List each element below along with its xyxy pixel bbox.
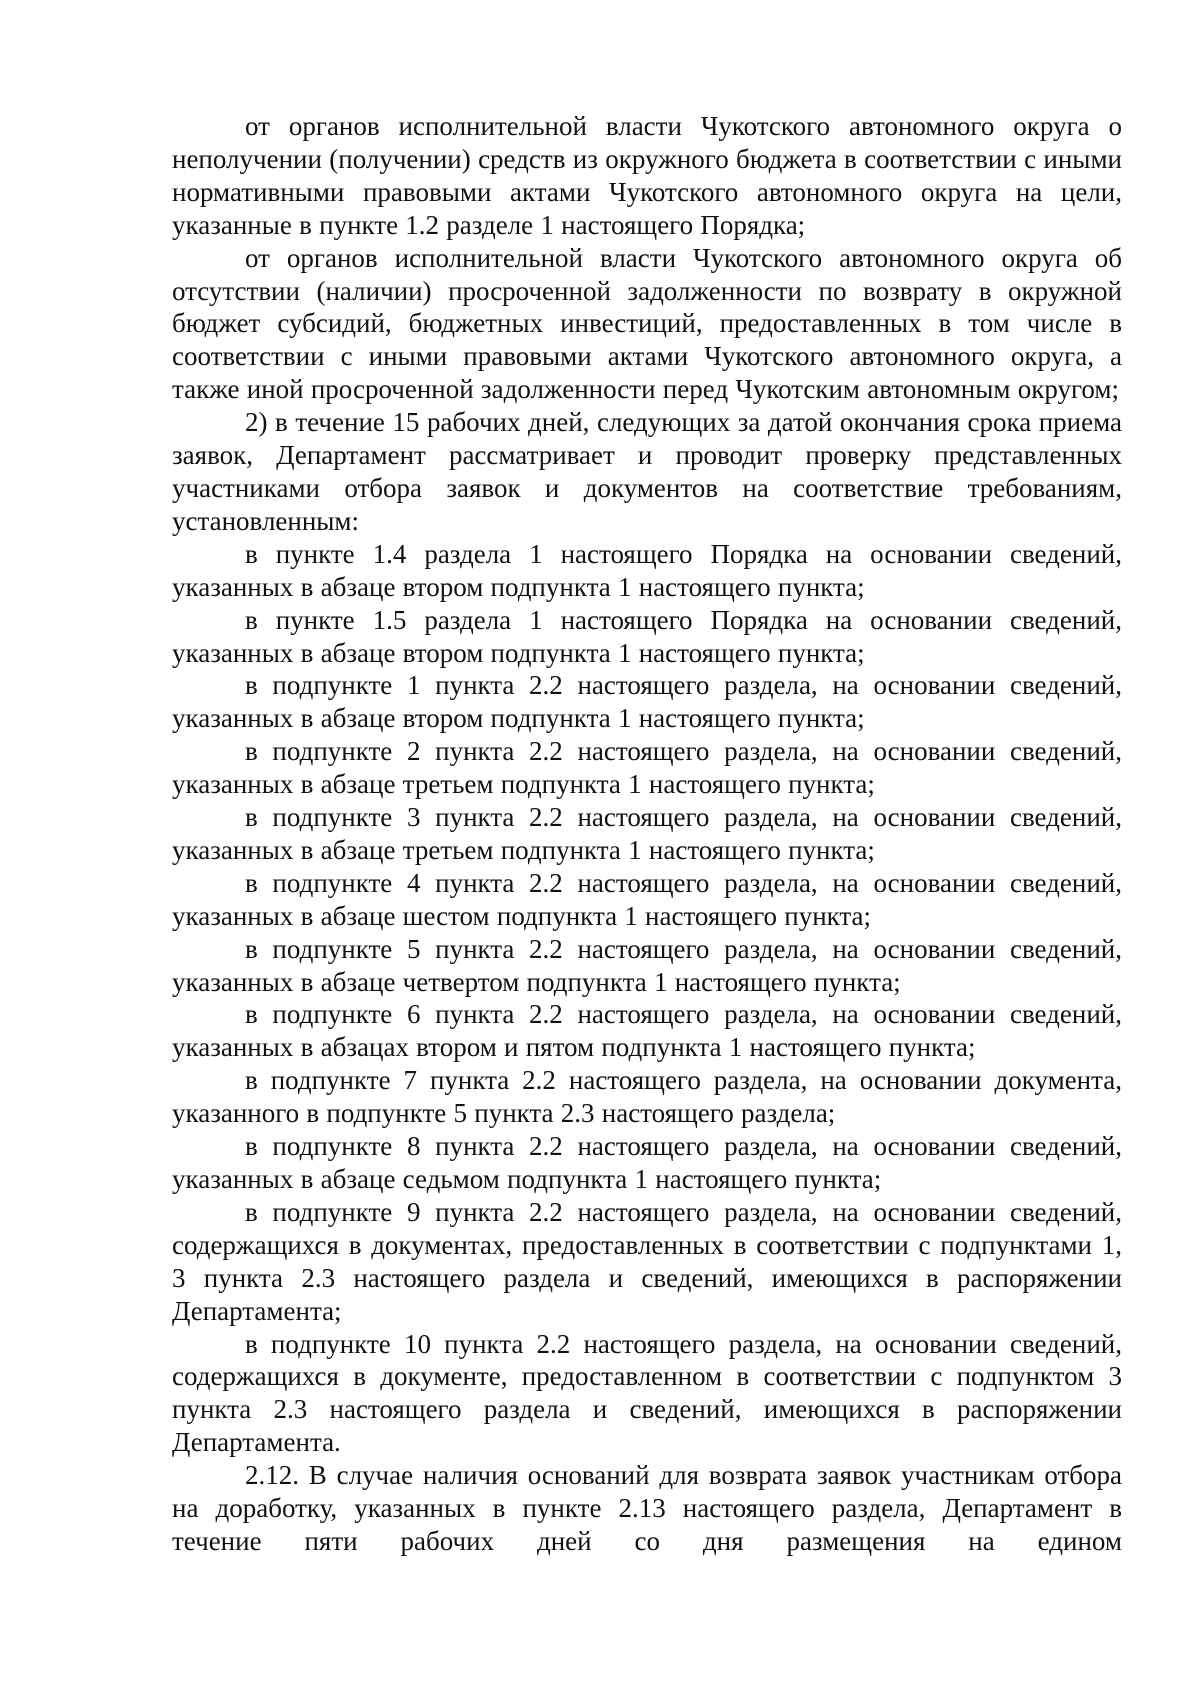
paragraph-10: в подпункте 5 пункта 2.2 настоящего раздела, на основании сведений, указанных в абзаце четвертом подпункта 1 настоящего пункта; [172,933,1122,997]
paragraph-13: в подпункте 8 пункта 2.2 настоящего раздела, на основании сведений, указанных в абзаце седьмом подпункта 1 настоящего пункта; [172,1131,1122,1194]
paragraph-12: в подпункте 7 пункта 2.2 настоящего раздела, на основании документа, указанного в подпункте 5 пункта 2.3 настоящего раздела; [172,1065,1122,1129]
paragraph-16: 2.12. В случае наличия оснований для возврата заявок участникам отбора на доработку, указанных в пункте 2.13 настоящего раздела, Департамент в течение пяти рабочих дней со дня размещения на едином [172,1460,1122,1556]
paragraph-6: в подпункте 1 пункта 2.2 настоящего раздела, на основании сведений, указанных в абзаце втором подпункта 1 настоящего пункта; [172,670,1122,734]
paragraph-14: в подпункте 9 пункта 2.2 настоящего раздела, на основании сведений, содержащихся в документах, предоставленных в соответствии с подпунктами 1, 3 пункта 2.3 настоящего раздела и сведений, имеющихся в распоряжении Департамента; [172,1196,1122,1326]
paragraph-8: в подпункте 3 пункта 2.2 настоящего раздела, на основании сведений, указанных в абзаце третьем подпункта 1 настоящего пункта; [172,802,1122,865]
paragraph-9: в подпункте 4 пункта 2.2 настоящего раздела, на основании сведений, указанных в абзаце шестом подпункта 1 настоящего пункта; [172,867,1122,931]
paragraph-1: от органов исполнительной власти Чукотского автономного округа о неполучении (получении) средств из окружного бюджета в соответствии с иными нормативными правовыми актами Чукотского автономного округа на цели, указанные в пункте 1.2 разделе 1 настоящего Порядка; [172,111,1122,240]
paragraph-2: от органов исполнительной власти Чукотского автономного округа об отсутствии (наличии) просроченной задолженности по возврату в окружной бюджет субсидий, бюджетных инвестиций, предоставленных в том числе в соответствии с иными правовыми актами Чукотского автономного округа, а также иной просроченной задолженности перед Чукотским автономным округом; [172,242,1122,405]
paragraph-5: в пункте 1.5 раздела 1 настоящего Порядка на основании сведений, указанных в абзаце втором подпункта 1 настоящего пункта; [172,604,1122,668]
paragraph-15: в подпункте 10 пункта 2.2 настоящего раздела, на основании сведений, содержащихся в документе, предоставленном в соответствии с подпунктом 3 пункта 2.3 настоящего раздела и сведений, имеющихся в распоряжении Департамента. [172,1328,1122,1458]
paragraph-7: в подпункте 2 пункта 2.2 настоящего раздела, на основании сведений, указанных в абзаце третьем подпункта 1 настоящего пункта; [172,736,1122,800]
paragraph-3: 2) в течение 15 рабочих дней, следующих за датой окончания срока приема заявок, Департамент рассматривает и проводит проверку представленных участниками отбора заявок и документов на соответствие требованиям, установленным: [172,407,1122,536]
paragraph-4: в пункте 1.4 раздела 1 настоящего Порядка на основании сведений, указанных в абзаце втором подпункта 1 настоящего пункта; [172,538,1122,602]
document-page [172,110,1122,1558]
paragraph-11: в подпункте 6 пункта 2.2 настоящего раздела, на основании сведений, указанных в абзацах втором и пятом подпункта 1 настоящего пункта; [172,999,1122,1063]
